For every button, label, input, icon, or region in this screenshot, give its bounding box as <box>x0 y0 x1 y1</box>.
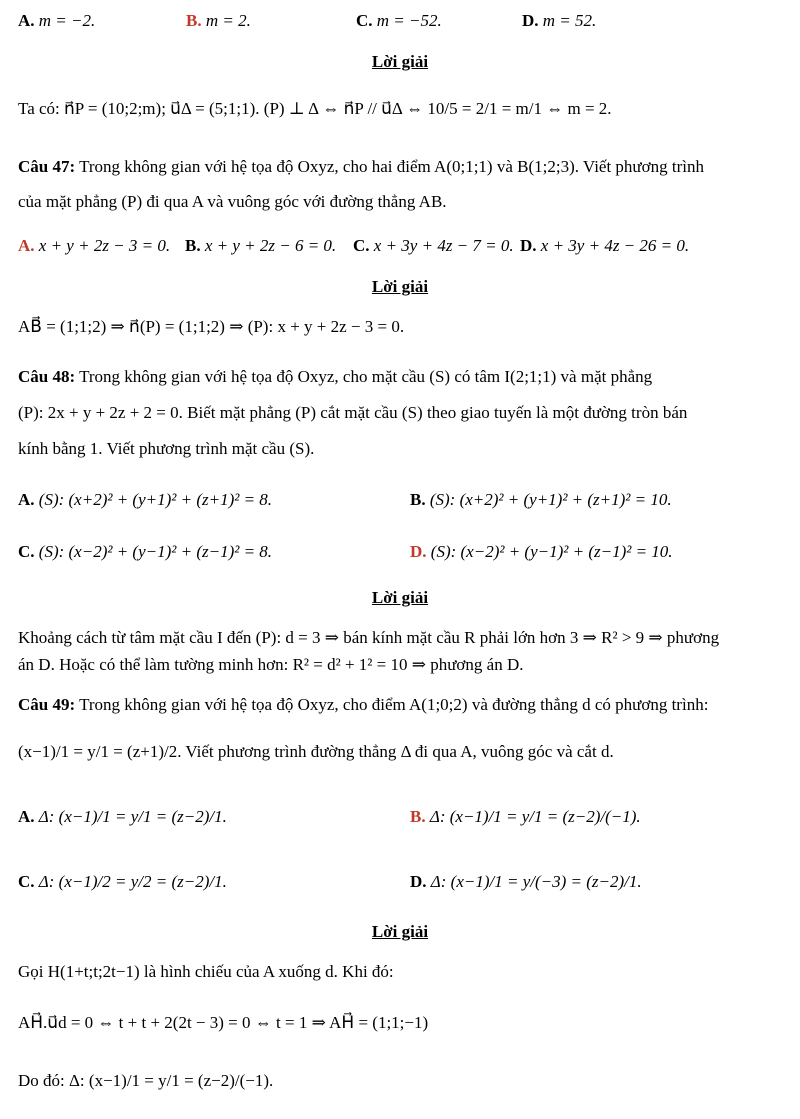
solution-heading: Lời giải <box>371 52 429 71</box>
q46-option-d <box>522 10 596 32</box>
q48-line1 <box>18 366 788 388</box>
option-label: A. <box>18 236 35 255</box>
q49-solution-line1: Gọi H(1+t;t;2t−1) là hình chiếu của A xuống d. Khi đó: <box>18 962 394 981</box>
solution-heading: Lời giải <box>371 277 429 296</box>
q49-solution-line3: Do đó: Δ: (x−1)/1 = y/1 = (z−2)/(−1). <box>18 1071 274 1090</box>
q48-option-d <box>410 541 673 563</box>
option-text: m = 2. <box>205 11 251 30</box>
q47-option-c <box>353 235 514 257</box>
option-text: Δ: (x−1)/1 = y/1 = (z−2)/1. <box>38 807 227 826</box>
q47-line1 <box>18 156 788 178</box>
q46-option-c <box>356 10 442 32</box>
option-text: m = −2. <box>38 11 96 30</box>
question-label: Câu 47: <box>18 157 76 176</box>
q49-line1 <box>18 694 788 716</box>
option-text: (S): (x+2)² + (y+1)² + (z+1)² = 10. <box>429 490 672 509</box>
option-text: x + 3y + 4z − 26 = 0. <box>540 236 690 255</box>
q46-option-a <box>18 10 95 32</box>
q49-solution-line2: AH⃗.u⃗d = 0 ⇔ t + t + 2(2t − 3) = 0 ⇔ t = 1 ⇒ AH⃗ = (1;1;−1) <box>18 1013 429 1032</box>
option-text: x + 3y + 4z − 7 = 0. <box>373 236 514 255</box>
option-text: x + y + 2z − 3 = 0. <box>38 236 171 255</box>
q48-option-a <box>18 489 272 511</box>
question-label: Câu 48: <box>18 367 76 386</box>
option-text: (S): (x+2)² + (y+1)² + (z+1)² = 8. <box>38 490 273 509</box>
q46-solution: Ta có: n⃗P = (10;2;m); u⃗Δ = (5;1;1). (P) ⊥ Δ ⇔ n⃗P // u⃗Δ ⇔ 10/5 = 2/1 = m/1 ⇔ m = 2. <box>18 99 612 118</box>
option-label: D. <box>522 11 539 30</box>
option-label: A. <box>18 807 35 826</box>
option-label: B. <box>410 490 426 509</box>
q48-solution-line1: Khoảng cách từ tâm mặt cầu I đến (P): d = 3 ⇒ bán kính mặt cầu R phải lớn hơn 3 ⇒ R² > 9 ⇒ phương <box>18 628 720 647</box>
q49-option-b <box>410 806 641 828</box>
solution-heading: Lời giải <box>371 922 429 941</box>
q49-option-d <box>410 871 642 893</box>
q47-option-a <box>18 235 170 257</box>
q48-line2: (P): 2x + y + 2z + 2 = 0. Biết mặt phẳng (P) cắt mặt cầu (S) theo giao tuyến là một đường tròn bán <box>18 403 688 422</box>
option-label: D. <box>410 872 427 891</box>
option-label: A. <box>18 11 35 30</box>
option-label: B. <box>410 807 426 826</box>
q47-line2: của mặt phẳng (P) đi qua A và vuông góc với đường thẳng AB. <box>18 192 447 211</box>
q49-option-c <box>18 871 227 893</box>
q49-line2: (x−1)/1 = y/1 = (z+1)/2. Viết phương trình đường thẳng Δ đi qua A, vuông góc và cắt d. <box>18 742 614 761</box>
question-label: Câu 49: <box>18 695 76 714</box>
option-label: D. <box>520 236 537 255</box>
option-text: (S): (x−2)² + (y−1)² + (z−1)² = 8. <box>38 542 273 561</box>
solution-heading: Lời giải <box>371 588 429 607</box>
option-text: m = −52. <box>376 11 442 30</box>
option-label: B. <box>185 236 201 255</box>
option-text: (S): (x−2)² + (y−1)² + (z−1)² = 10. <box>430 542 673 561</box>
question-text: Trong không gian với hệ tọa độ Oxyz, cho điểm A(1;0;2) và đường thẳng d có phương trình: <box>79 695 709 714</box>
q46-option-b <box>186 10 251 32</box>
option-text: Δ: (x−1)/2 = y/2 = (z−2)/1. <box>38 872 227 891</box>
option-text: Δ: (x−1)/1 = y/1 = (z−2)/(−1). <box>429 807 641 826</box>
option-text: x + y + 2z − 6 = 0. <box>204 236 337 255</box>
q48-option-c <box>18 541 272 563</box>
q48-solution-line2: án D. Hoặc có thể làm tường minh hơn: R² = d² + 1² = 10 ⇒ phương án D. <box>18 655 524 674</box>
q48-option-b <box>410 489 672 511</box>
question-text: Trong không gian với hệ tọa độ Oxyz, cho hai điểm A(0;1;1) và B(1;2;3). Viết phương trình <box>79 157 704 176</box>
option-label: C. <box>356 11 373 30</box>
option-label: A. <box>18 490 35 509</box>
option-label: C. <box>353 236 370 255</box>
option-label: C. <box>18 542 35 561</box>
q47-option-d <box>520 235 689 257</box>
q47-solution: AB⃗ = (1;1;2) ⇒ n⃗(P) = (1;1;2) ⇒ (P): x + y + 2z − 3 = 0. <box>18 317 405 336</box>
option-label: D. <box>410 542 427 561</box>
option-label: B. <box>186 11 202 30</box>
q47-option-b <box>185 235 336 257</box>
q48-line3: kính bằng 1. Viết phương trình mặt cầu (S). <box>18 439 315 458</box>
question-text: Trong không gian với hệ tọa độ Oxyz, cho mặt cầu (S) có tâm I(2;1;1) và mặt phẳng <box>79 367 653 386</box>
option-text: Δ: (x−1)/1 = y/(−3) = (z−2)/1. <box>430 872 642 891</box>
option-label: C. <box>18 872 35 891</box>
option-text: m = 52. <box>542 11 597 30</box>
q49-option-a <box>18 806 227 828</box>
